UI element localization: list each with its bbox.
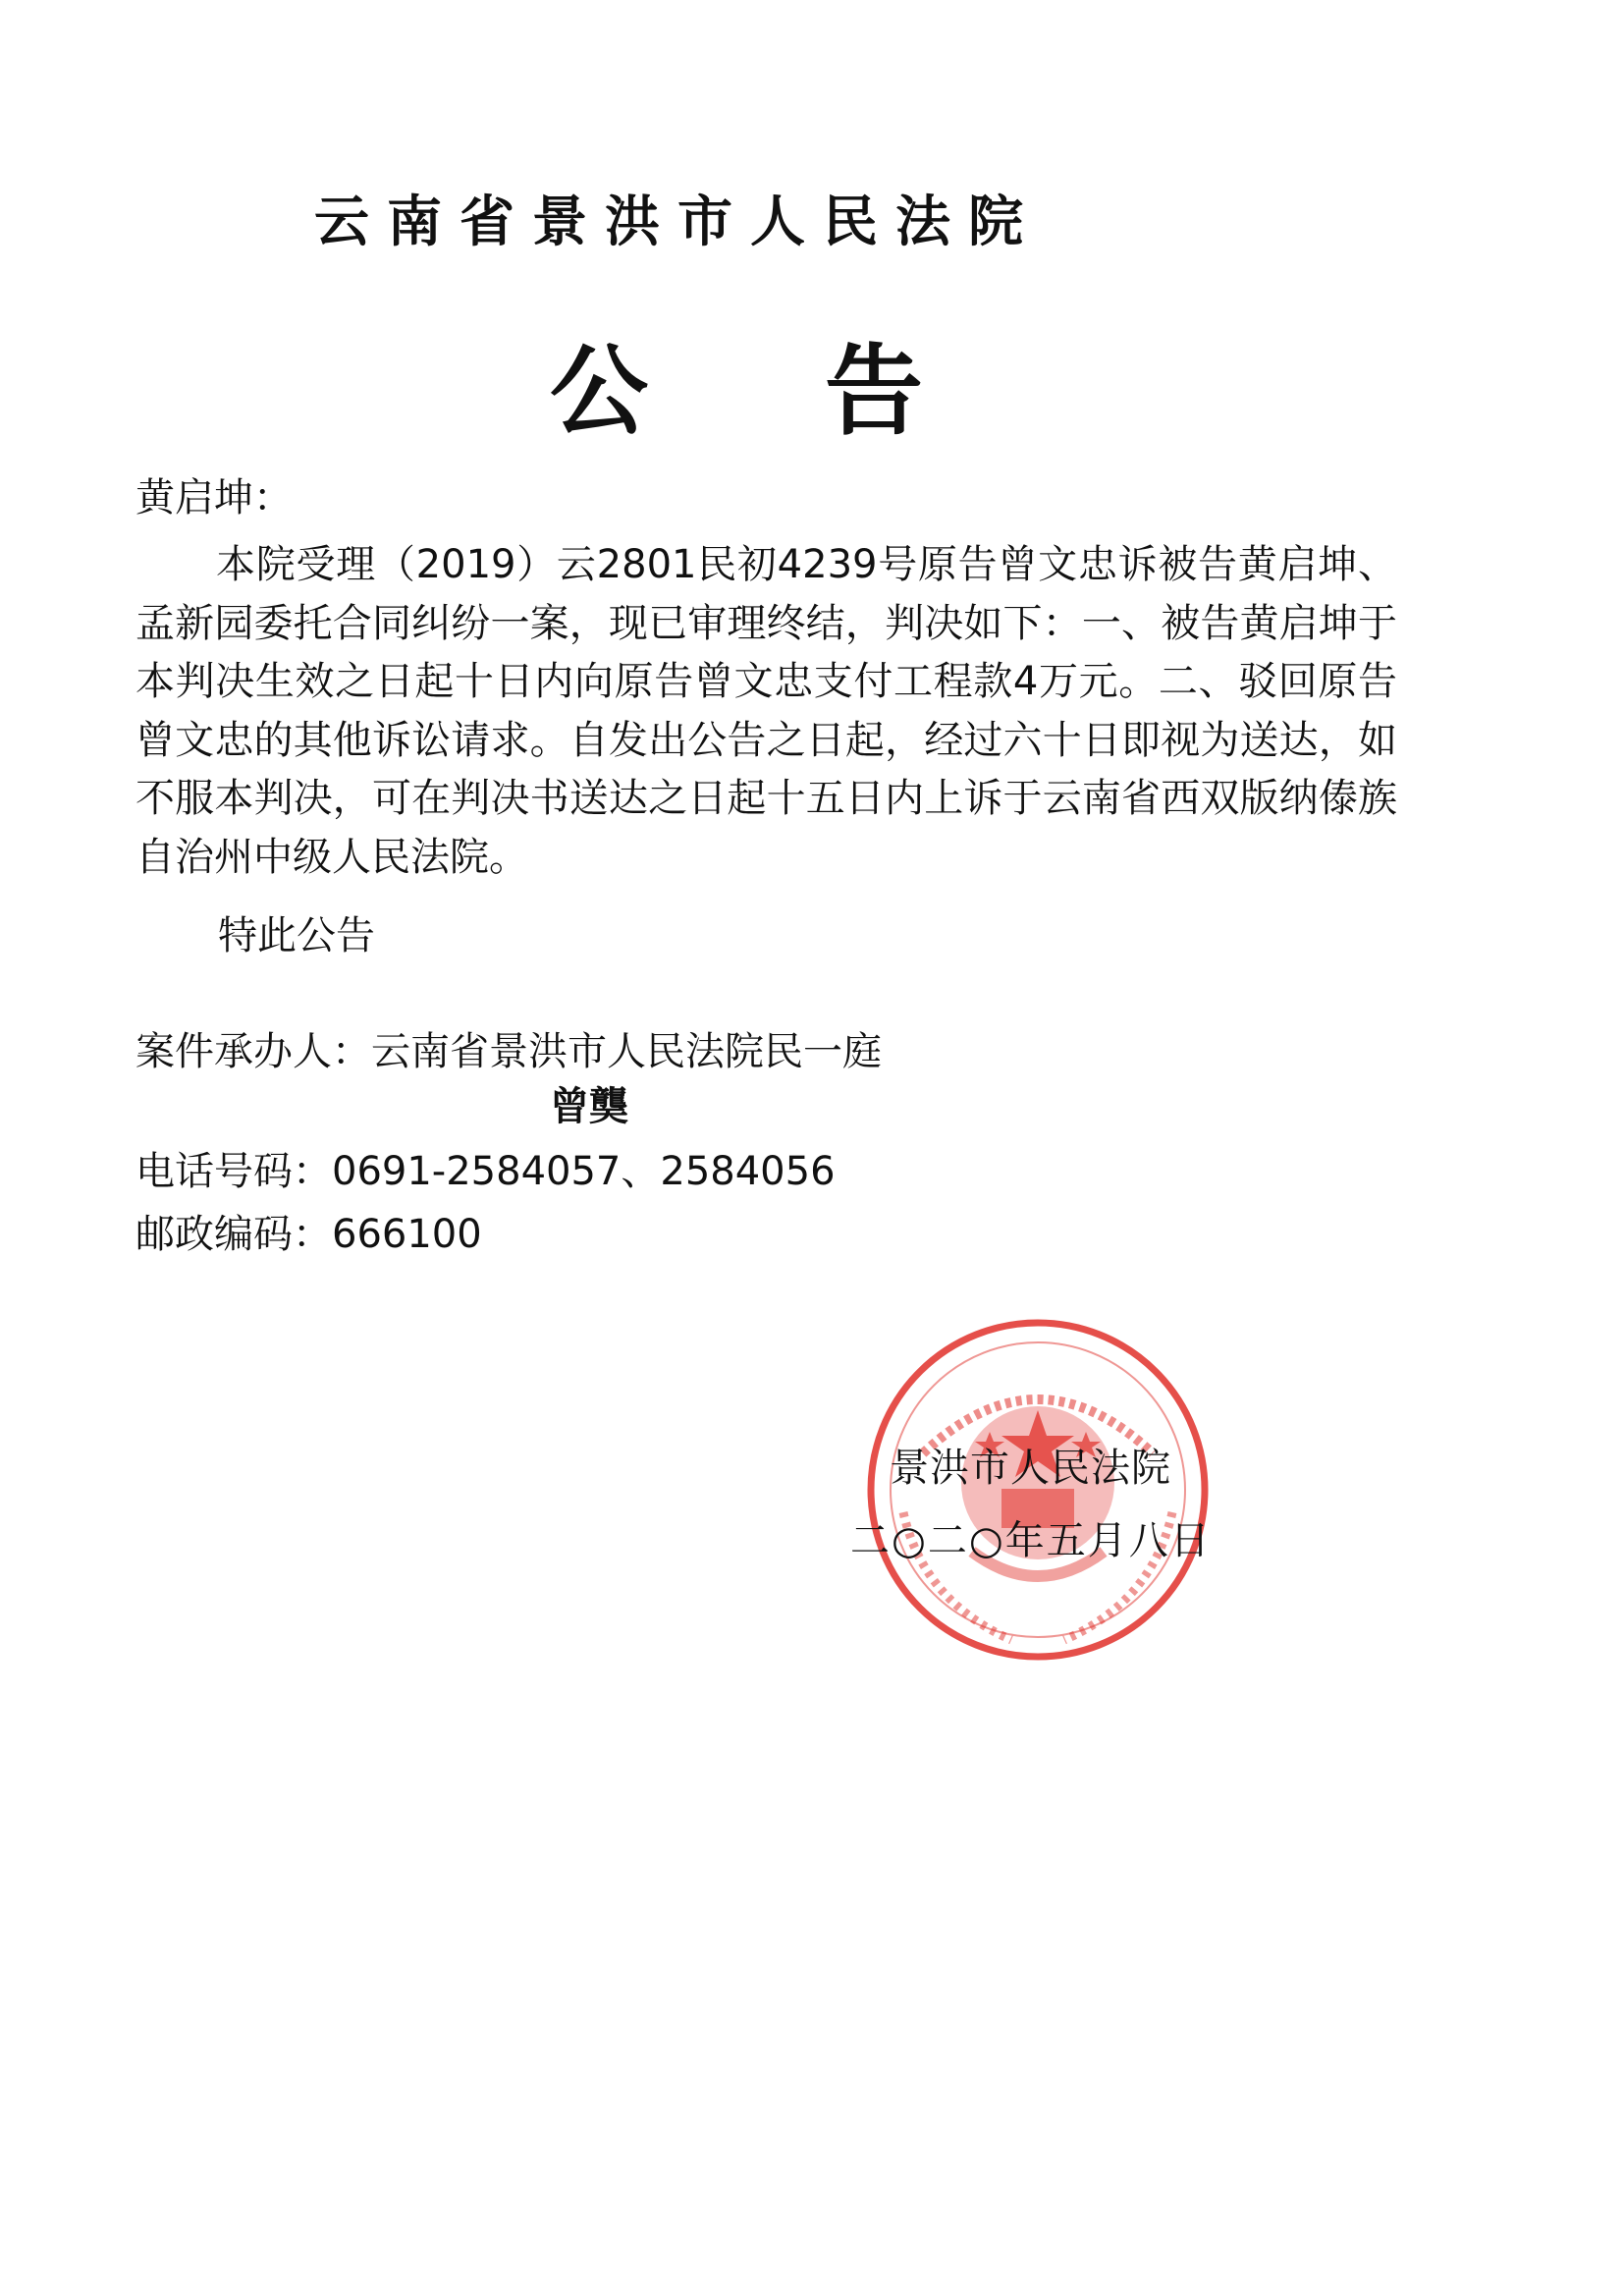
signing-date: 二○二○年五月八日 [850, 1518, 1212, 1563]
addressee: 黄启坤： [135, 475, 293, 520]
signing-court: 景洪市人民法院 [890, 1446, 1171, 1491]
closing-line: 特此公告 [218, 913, 375, 958]
notice-title: 公告 [550, 333, 1100, 449]
court-name-heading: 云南省景洪市人民法院 [314, 190, 1041, 254]
judgment-paragraph: 本院受理（2019）云2801民初4239号原告曾文忠诉被告黄启坤、孟新园委托合同纠纷一案，现已审理终结，判决如下：一、被告黄启坤于本判决生效之日起十日内向原告曾文忠支付工程款4万元。二、驳回原告曾文忠的其他诉讼请求。自发出公告之日起，经过六十日即视为送达，如不服本判决，可在判决书送达之日起十五日内上诉于云南省西双版纳傣族自治州中级人民法院。 [135, 542, 1397, 880]
postal-code: 邮政编码：666100 [135, 1212, 482, 1257]
case-handler: 案件承办人：云南省景洪市人民法院民一庭 [135, 1029, 882, 1074]
handler-name: 曾龑 [550, 1084, 628, 1129]
phone-number: 电话号码：0691-2584057、2584056 [135, 1149, 836, 1194]
